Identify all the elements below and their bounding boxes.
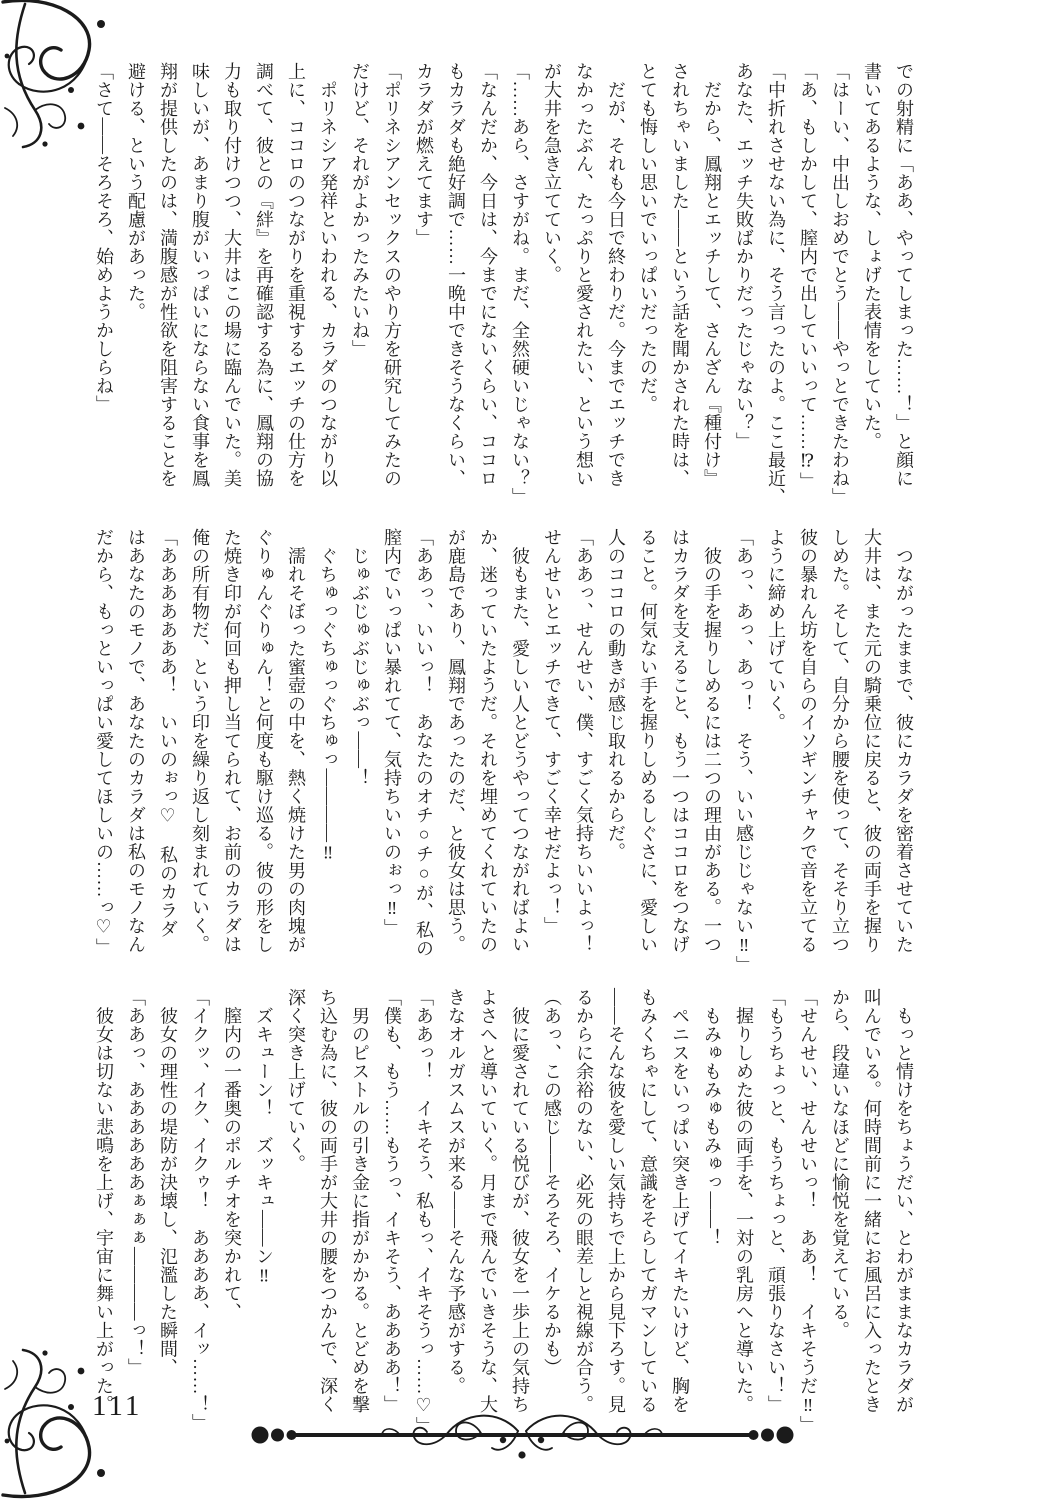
text-line: 調べて、彼との『絆』を再確認する為に、鳳翔の協 — [254, 62, 274, 488]
text-line: ぐりゅんぐりゅん！と何度も駆け巡る。彼の形をし — [254, 528, 274, 954]
text-line: か、迷っていたようだ。それを埋めてくれていたの — [478, 528, 498, 954]
text-line: 「ああっ、いいっ！ あなたのオチ○チ○が、私の — [414, 528, 434, 958]
text-line: 「あああああああ！ いいのぉっ♡ 私のカラダ — [158, 528, 178, 938]
text-line: た焼き印が何回も押し当てられて、お前のカラダは — [222, 528, 242, 954]
text-line: 男のピストルの引き金に指がかかる。とどめを撃 — [350, 988, 370, 1414]
text-line: 「なんだか、今日は、今までにないくらい、ココロ — [478, 62, 498, 488]
text-line: 「あっ、あっ、あっ！ そう、いい感じじゃない‼」 — [734, 528, 754, 974]
text-line: だけど、それがよかったみたいね」 — [350, 62, 370, 358]
text-line: 彼に愛されている悦びが、彼女を一歩上の気持ち — [510, 988, 530, 1414]
footer-divider-ornament-icon — [250, 1407, 795, 1463]
text-line: せんせいとエッチできて、すごく幸せだよっ！」 — [542, 528, 562, 935]
text-line: よさへと導いていく。月まで飛んでいきそうな、大 — [478, 988, 498, 1414]
text-line: るからに余裕のない、必死の眼差しと視線が合う。 — [574, 988, 594, 1414]
text-block-bottom — [88, 988, 920, 1450]
text-line: ——そんな彼を愛しい気持ちで上から見下ろす。見 — [606, 988, 626, 1414]
text-line: ち込む為に、彼の両手が大井の腰をつかんで、深く — [318, 988, 338, 1414]
text-line: 「さて——そろそろ、始めようかしらね」 — [94, 62, 114, 414]
text-line: あなた、エッチ失敗ばかりだったじゃない？」 — [734, 62, 754, 451]
text-line: が鹿島であり、鳳翔であったのだ、と彼女は思う。 — [446, 528, 466, 954]
text-line: 「僕も、もう……もうっ、イキそう、ああああ！」 — [382, 988, 402, 1414]
text-line: 「……あら、さすがね。まだ、全然硬いじゃない？」 — [510, 62, 530, 506]
text-line: 俺の所有物だ、という印を繰り返し刻まれていく。 — [190, 528, 210, 954]
text-line: なかったぶん、たっぷりと愛されたい、という想い — [574, 62, 594, 488]
text-line: もみゅもみゅもみゅっ——！ — [702, 988, 722, 1247]
page-number: 111 — [92, 1390, 143, 1422]
text-line: 「あ、もしかして、膣内で出していいって……⁉」 — [798, 62, 818, 491]
text-line: 味しいが、あまり腹がいっぱいにならない食事を鳳 — [190, 62, 210, 488]
text-line: 彼の手を握りしめるには二つの理由がある。一つ — [702, 528, 722, 954]
text-line: 彼女は切ない悲鳴を上げ、宇宙に舞い上がった。 — [94, 988, 114, 1414]
text-line: つながったままで、彼にカラダを密着させていた — [894, 528, 914, 954]
text-line: 叫んでいる。何時間前に一緒にお風呂に入ったとき — [862, 988, 882, 1414]
text-line: 膣内の一番奥のポルチオを突かれて、 — [222, 988, 242, 1321]
text-line: ズキューン！ ズッキュ——ン‼ — [254, 988, 274, 1286]
text-line: 「ああっ！ イキそう、私もっ、イキそうっ……♡」 — [414, 988, 434, 1435]
text-line: 膣内でいっぱい暴れてて、気持ちいいのぉっ‼」 — [382, 528, 402, 937]
text-line: カラダが燃えてます」 — [414, 62, 434, 247]
text-line: ぐちゅっぐちゅっぐちゅっ————‼ — [318, 528, 338, 863]
text-line: での射精に「ああ、やってしまった……！」と顔に — [894, 62, 914, 488]
text-line: ように締め上げていく。 — [766, 528, 786, 732]
text-line: 深く突き上げていく。 — [286, 988, 306, 1173]
text-line: 翔が提供したのは、満腹感が性欲を阻害することを — [158, 62, 178, 488]
text-line: だから、もっといっぱい愛してほしいの……っ♡」 — [94, 528, 114, 957]
text-line: 人のココロの動きが感じ取れるからだ。 — [606, 528, 626, 861]
text-line: 書いてあるような、しょげた表情をしていた。 — [862, 62, 882, 451]
text-line: だが、それも今日で終わりだ。今までエッチでき — [606, 62, 626, 488]
text-line: もカラダも絶好調で……一晩中できそうなくらい、 — [446, 62, 466, 488]
text-line: （あっ、この感じ——そろそろ、イケるかも） — [542, 988, 562, 1377]
text-line: から、段違いなほどに愉悦を覚えている。 — [830, 988, 850, 1340]
text-line: 力も取り付けつつ、大井はこの場に臨んでいた。美 — [222, 62, 242, 488]
text-line: 「ポリネシアンセックスのやり方を研究してみたの — [382, 62, 402, 488]
text-line: 彼女の理性の堤防が決壊し、氾濫した瞬間、 — [158, 988, 178, 1377]
text-line: だから、鳳翔とエッチして、さんざん『種付け』 — [702, 62, 722, 488]
text-line: 避ける、という配慮があった。 — [126, 62, 146, 321]
text-line: 「ああっ、ああああああぁぁぁ————っ！」 — [126, 988, 146, 1377]
text-line: 「イクッ、イク、イクゥ！ ああああ、イッ……！」 — [190, 988, 210, 1432]
text-line: 大井は、また元の騎乗位に戻ると、彼の両手を握り — [862, 528, 882, 954]
text-line: 「せんせい、せんせいっ！ ああ！ イキそうだ‼」 — [798, 988, 818, 1434]
text-line: しめた。そして、自分から腰を使って、そそり立つ — [830, 528, 850, 954]
text-line: きなオルガスムスが来る——そんな予感がする。 — [446, 988, 466, 1395]
text-line: 彼もまた、愛しい人とどうやってつながればよい — [510, 528, 530, 954]
text-line: 握りしめた彼の両手を、一対の乳房へと導いた。 — [734, 988, 754, 1414]
text-line: が大井を急き立てていく。 — [542, 62, 562, 284]
text-line: 「もうちょっと、もうちょっと、頑張りなさい！」 — [766, 988, 786, 1414]
text-line: 「ああっ、せんせい、僕、すごく気持ちいいよっ！ — [574, 528, 594, 954]
text-line: 濡れそぼった蜜壺の中を、熱く焼けた男の肉塊が — [286, 528, 306, 954]
text-line: ること。何気ない手を握りしめるしぐさに、愛しい — [638, 528, 658, 954]
text-line: じゅぶじゅぶじゅぶっ——！ — [350, 528, 370, 787]
text-line: はあなたのモノで、あなたのカラダは私のモノなん — [126, 528, 146, 954]
text-line: ポリネシア発祥といわれる、カラダのつながり以 — [318, 62, 338, 488]
text-line: 「中折れさせない為に、そう言ったのよ。ここ最近、 — [766, 62, 786, 506]
text-line: とても悔しい思いでいっぱいだったのだ。 — [638, 62, 658, 414]
text-line: 上に、ココロのつながりを重視するエッチの仕方を — [286, 62, 306, 488]
text-line: はカラダを支えること、もう一つはココロをつなげ — [670, 528, 690, 954]
text-block-middle — [88, 528, 920, 990]
text-line: されちゃいました——という話を聞かされた時は、 — [670, 62, 690, 488]
text-line: 彼の暴れん坊を自らのイソギンチャクで音を立てる — [798, 528, 818, 954]
text-line: もみくちゃにして、意識をそらしてガマンしている — [638, 988, 658, 1414]
text-block-top — [88, 62, 920, 524]
text-line: ペニスをいっぱい突き上げてイキたいけど、胸を — [670, 988, 690, 1414]
text-line: もっと情けをちょうだい、とわがままなカラダが — [894, 988, 914, 1414]
text-line: 「はーい、中出しおめでとう——やっとできたわね」 — [830, 62, 850, 506]
